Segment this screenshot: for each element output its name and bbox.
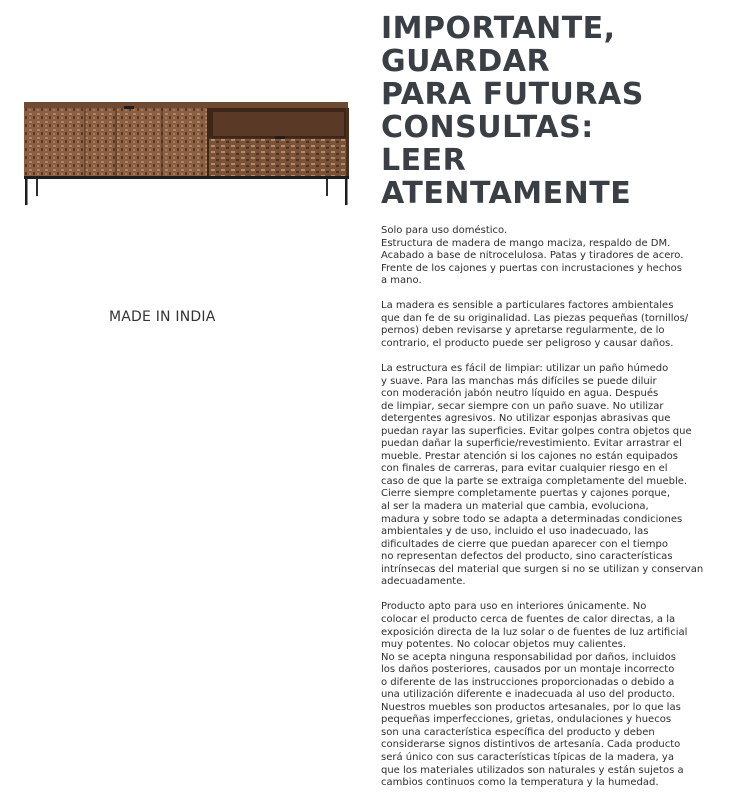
title-line: PARA FUTURAS (381, 77, 644, 112)
text-line: Producto apto para uso en interiores únicamente. No (381, 601, 647, 613)
made-in-label: MADE IN INDIA (109, 309, 216, 325)
title-line: LEER (381, 143, 467, 178)
text-line: con moderación jabón neutro líquido en agua. Después (381, 388, 659, 400)
text-line: una utilización diferente e inadecuada al uso del producto. (381, 689, 675, 701)
text-line: dificultades de cierre que puedan aparecer con el tiempo (381, 538, 668, 550)
text-line: muy potentes. No colocar objetos muy calientes. (381, 639, 627, 651)
text-line: Solo para uso doméstico. (381, 225, 508, 236)
text-line: que dan fe de su originalidad. Las piezas pequeñas (tornillos/ (381, 312, 689, 324)
text-line: considerarse signos distintivos de artesanía. Cada producto (381, 739, 681, 751)
text-line: puedan rayar las superficies. Evitar golpes contra objetos que (381, 425, 692, 437)
text-line: pequeñas imperfecciones, grietas, ondulaciones y huecos (381, 714, 672, 726)
text-line: Frente de los cajones y puertas con incrustaciones y hechos (381, 262, 682, 274)
text-line: será único con sus características típicas de la madera, ya (381, 751, 674, 763)
text-line: puedan dañar la superficie/revestimiento. Evitar arrastrar el (381, 438, 682, 450)
text-line: caso de que la parte se extraiga completamente del mueble. (381, 475, 688, 487)
text-line: intrínsecas del material que surgen si no se utilizan y conservan (381, 563, 704, 575)
text-line: La madera es sensible a particulares factores ambientales (381, 300, 674, 312)
text-line: contrario, el producto puede ser peligroso y causar daños. (381, 337, 674, 349)
text-line: de limpiar, secar siempre con un paño suave. No utilizar (381, 400, 664, 412)
text-line: No se acepta ninguna responsabilidad por daños, incluidos (381, 651, 676, 663)
text-line: exposición directa de la luz solar o de fuentes de luz artificial (381, 626, 688, 638)
text-line: detergentes agresivos. No utilizar esponjas abrasivas que (381, 413, 671, 425)
text-line: Acabado a base de nitrocelulosa. Patas y tiradores de acero. (381, 250, 684, 262)
text-line: Cierre siempre completamente puertas y cajones porque, (381, 488, 670, 500)
text-line: Estructura de madera de mango maciza, respaldo de DM. (381, 237, 671, 249)
text-line: con finales de carreras, para evitar cualquier riesgo en el (381, 463, 668, 475)
heading-block (381, 12, 727, 210)
page-title (381, 12, 727, 210)
text-line: cambios continuos como la temperatura y la humedad. (381, 777, 659, 789)
text-line: y suave. Para las manchas más difíciles se puede diluir (381, 375, 657, 387)
text-line: adecuadamente. (381, 576, 466, 588)
text-line: a mano. (381, 275, 422, 287)
title-line: ATENTAMENTE (381, 176, 632, 211)
text-line: son una característica específica del producto y deben (381, 726, 655, 738)
text-line: que los materiales utilizados son naturales y están sujetos a (381, 764, 684, 776)
text-line: los daños posteriores, causados por un montaje incorrecto (381, 664, 675, 676)
text-line: Nuestros muebles son productos artesanales, por lo que las (381, 701, 681, 713)
paragraph-usage-warnings (381, 601, 721, 789)
text-line: La estructura es fácil de limpiar: utilizar un paño húmedo (381, 363, 669, 375)
title-line: IMPORTANTE, (381, 11, 616, 46)
text-line: madura y sobre todo se adapta a determinadas condiciones (381, 513, 683, 525)
title-line: CONSULTAS: (381, 110, 594, 145)
instructions-text (381, 225, 721, 802)
text-line: ambientales y de uso, incluido el uso inadecuado, las (381, 526, 649, 538)
text-line: pernos) deben revisarse y apretarse regularmente, de lo (381, 325, 665, 337)
sideboard-image (20, 96, 355, 208)
title-line: GUARDAR (381, 44, 551, 79)
text-line: no representan defectos del producto, sino características (381, 551, 673, 563)
text-line: colocar el producto cerca de fuentes de calor directas, a la (381, 613, 676, 625)
paragraph-description (381, 225, 721, 288)
paragraph-wood-care (381, 300, 721, 350)
text-line: al ser la madera un material que cambia, evoluciona, (381, 501, 649, 513)
paragraph-cleaning (381, 363, 721, 589)
text-line: mueble. Prestar atención si los cajones no están equipados (381, 450, 678, 462)
text-line: o diferente de las instrucciones proporcionadas o debido a (381, 676, 675, 688)
